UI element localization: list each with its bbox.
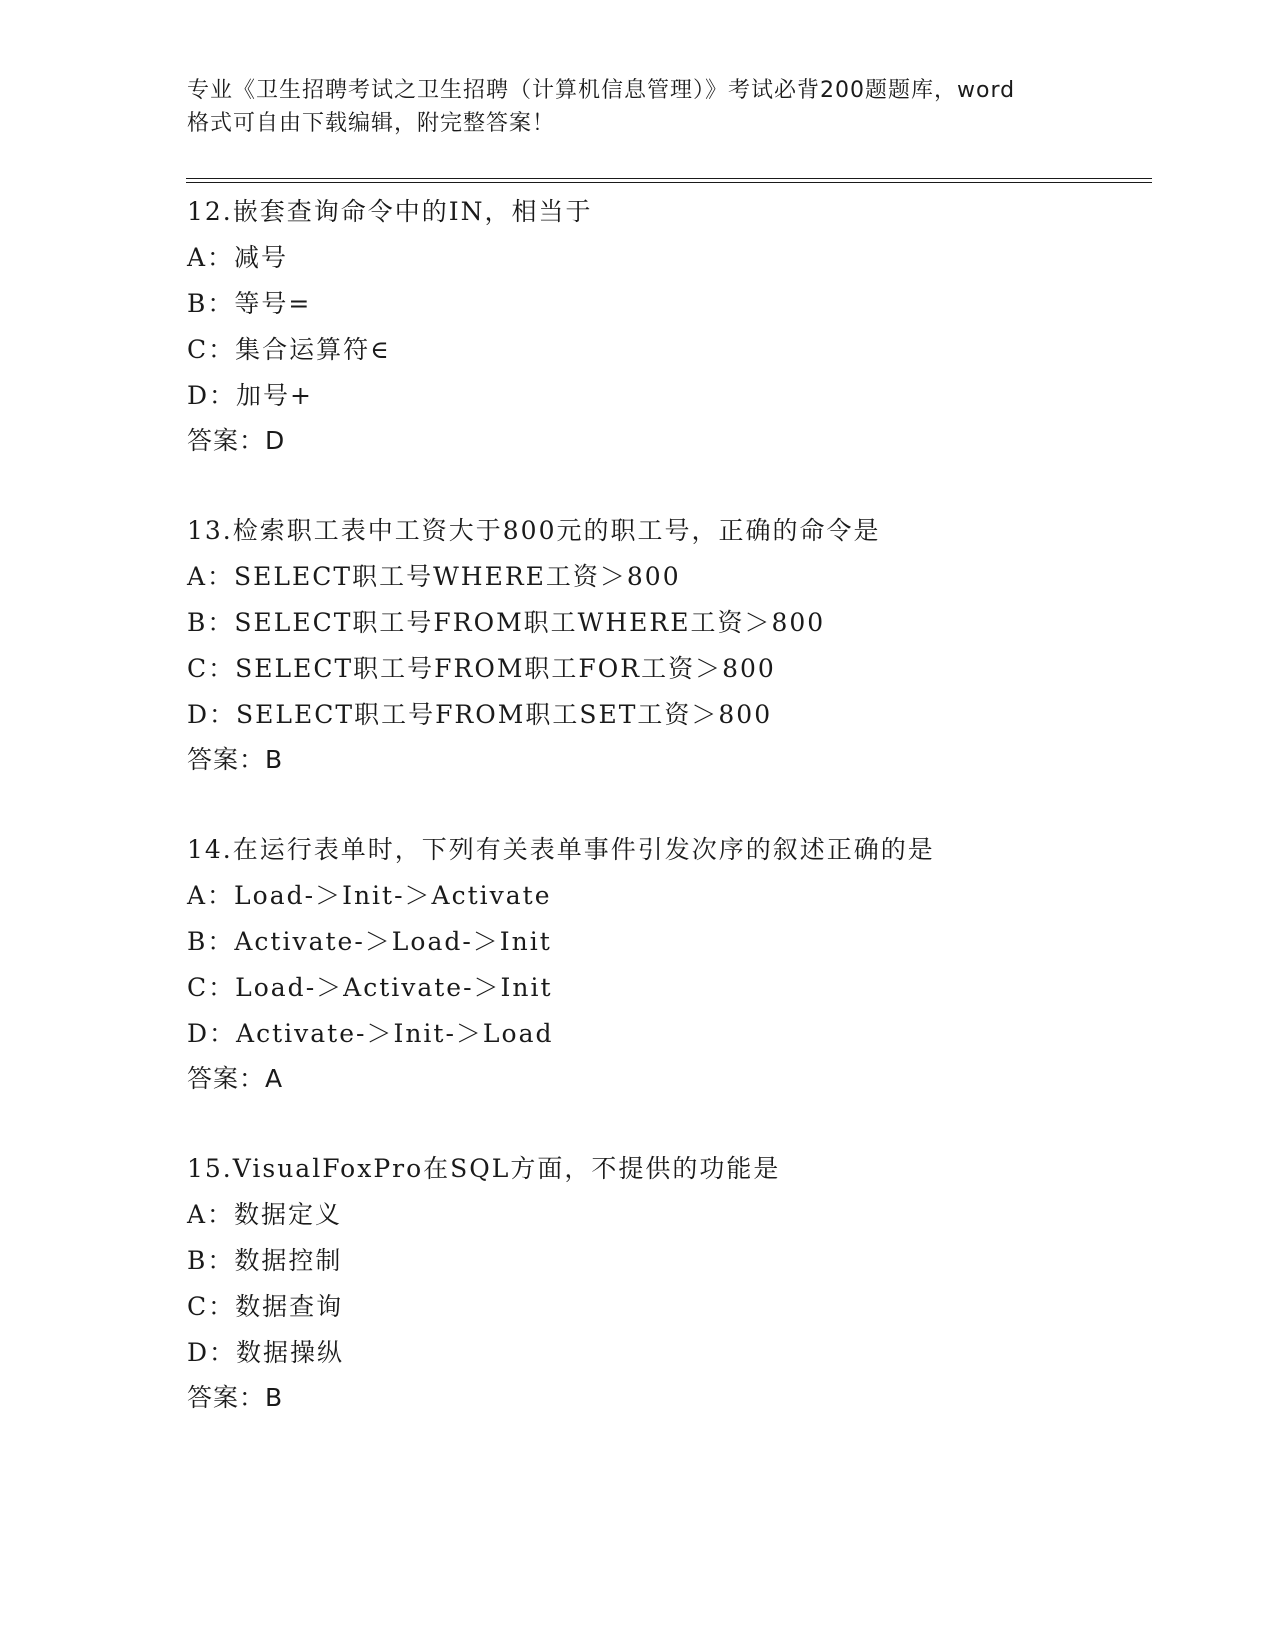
question-stem: 15.VisualFoxPro在SQL方面，不提供的功能是 bbox=[187, 1154, 781, 1183]
question-12 bbox=[187, 189, 1147, 463]
answer: 答案：B bbox=[187, 1383, 284, 1412]
question-stem: 13.检索职工表中工资大于800元的职工号，正确的命令是 bbox=[187, 516, 881, 545]
option-d: D：Activate-＞Init-＞Load bbox=[187, 1019, 554, 1048]
option-b: B：数据控制 bbox=[187, 1246, 343, 1275]
question-14 bbox=[187, 827, 1147, 1101]
option-b: B：等号= bbox=[187, 289, 312, 318]
question-15 bbox=[187, 1146, 1147, 1420]
document-header bbox=[187, 74, 1087, 140]
option-c: C：集合运算符∈ bbox=[187, 335, 391, 364]
header-line-1: 专业《卫生招聘考试之卫生招聘（计算机信息管理）》考试必背200题题库，word bbox=[187, 78, 1016, 103]
option-a: A：数据定义 bbox=[187, 1200, 343, 1229]
question-stem: 12.嵌套查询命令中的IN，相当于 bbox=[187, 197, 593, 226]
answer: 答案：D bbox=[187, 426, 286, 455]
option-d: D：数据操纵 bbox=[187, 1338, 345, 1367]
header-divider-top bbox=[186, 178, 1152, 179]
header-line-2: 格式可自由下载编辑，附完整答案！ bbox=[187, 111, 556, 136]
option-d: D：加号+ bbox=[187, 381, 313, 410]
answer: 答案：A bbox=[187, 1064, 284, 1093]
option-a: A：Load-＞Init-＞Activate bbox=[187, 881, 552, 910]
question-13 bbox=[187, 508, 1147, 782]
option-c: C：数据查询 bbox=[187, 1292, 344, 1321]
header-divider-bottom bbox=[186, 182, 1152, 183]
option-a: A：SELECT职工号WHERE工资＞800 bbox=[187, 562, 681, 591]
option-c: C：SELECT职工号FROM职工FOR工资＞800 bbox=[187, 654, 776, 683]
question-stem: 14.在运行表单时，下列有关表单事件引发次序的叙述正确的是 bbox=[187, 835, 935, 864]
option-a: A：减号 bbox=[187, 243, 289, 272]
option-b: B：SELECT职工号FROM职工WHERE工资＞800 bbox=[187, 608, 826, 637]
option-c: C：Load-＞Activate-＞Init bbox=[187, 973, 553, 1002]
option-b: B：Activate-＞Load-＞Init bbox=[187, 927, 552, 956]
answer: 答案：B bbox=[187, 745, 284, 774]
option-d: D：SELECT职工号FROM职工SET工资＞800 bbox=[187, 700, 773, 729]
